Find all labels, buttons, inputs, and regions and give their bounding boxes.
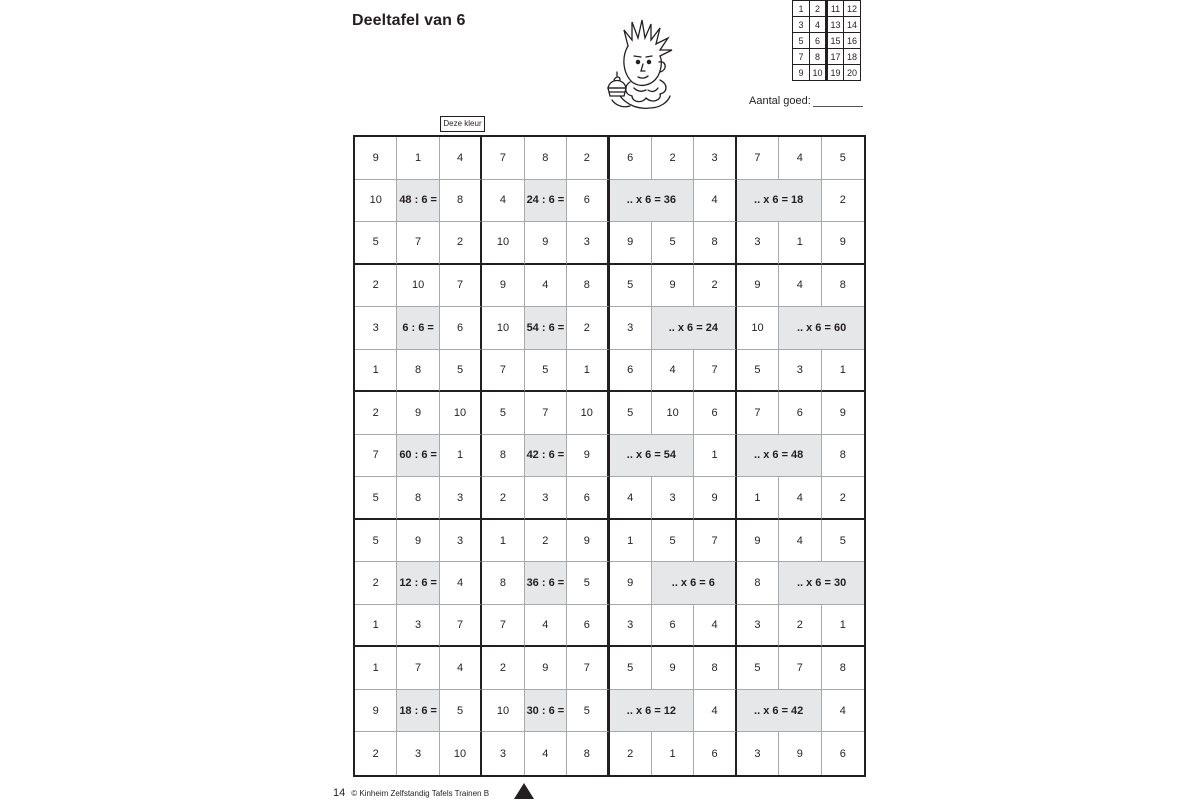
equation-cell[interactable]: 36 : 6 = <box>525 562 567 605</box>
equation-cell[interactable]: .. x 6 = 24 <box>652 307 737 350</box>
number-cell[interactable]: 10 <box>397 265 439 308</box>
number-cell[interactable]: 8 <box>567 265 609 308</box>
number-cell[interactable]: 5 <box>652 520 694 563</box>
number-cell[interactable]: 3 <box>610 605 652 648</box>
number-cell[interactable]: 9 <box>822 392 864 435</box>
number-cell[interactable]: 2 <box>694 265 736 308</box>
number-cell[interactable]: 6 <box>567 605 609 648</box>
number-cell[interactable]: 5 <box>355 520 397 563</box>
score-cell[interactable]: 5 <box>793 33 810 49</box>
number-cell[interactable]: 2 <box>779 605 821 648</box>
number-cell[interactable]: 10 <box>482 690 524 733</box>
page-title: Deeltafel van 6 <box>352 12 466 29</box>
equation-cell[interactable]: 48 : 6 = <box>397 180 439 223</box>
number-cell[interactable]: 7 <box>397 222 439 265</box>
number-cell[interactable]: 2 <box>440 222 482 265</box>
score-table <box>792 0 861 81</box>
number-cell[interactable]: 6 <box>652 605 694 648</box>
number-cell[interactable]: 3 <box>567 222 609 265</box>
number-cell[interactable]: 5 <box>822 520 864 563</box>
number-cell[interactable]: 3 <box>779 350 821 393</box>
equation-cell[interactable]: 30 : 6 = <box>525 690 567 733</box>
number-cell[interactable]: 7 <box>440 605 482 648</box>
number-cell[interactable]: 8 <box>567 732 609 775</box>
number-cell[interactable]: 8 <box>440 180 482 223</box>
number-cell[interactable]: 6 <box>610 350 652 393</box>
number-cell[interactable]: 9 <box>737 520 779 563</box>
puzzle-grid <box>353 135 866 777</box>
number-cell[interactable]: 1 <box>440 435 482 478</box>
number-cell[interactable]: 2 <box>567 137 609 180</box>
number-cell[interactable]: 7 <box>482 137 524 180</box>
equation-cell[interactable]: .. x 6 = 18 <box>737 180 822 223</box>
number-cell[interactable]: 9 <box>567 435 609 478</box>
number-cell[interactable]: 8 <box>822 435 864 478</box>
number-cell[interactable]: 8 <box>822 647 864 690</box>
number-cell[interactable]: 1 <box>355 350 397 393</box>
number-cell[interactable]: 9 <box>567 520 609 563</box>
score-cell[interactable]: 4 <box>810 17 827 33</box>
number-cell[interactable]: 6 <box>440 307 482 350</box>
score-cell[interactable]: 12 <box>844 1 861 17</box>
number-cell[interactable]: 1 <box>694 435 736 478</box>
number-cell[interactable]: 5 <box>652 222 694 265</box>
score-row <box>793 33 861 49</box>
number-cell[interactable]: 7 <box>737 392 779 435</box>
number-cell[interactable]: 8 <box>397 350 439 393</box>
score-cell[interactable]: 16 <box>844 33 861 49</box>
score-cell[interactable]: 8 <box>810 49 827 65</box>
number-cell[interactable]: 6 <box>839 747 846 760</box>
number-cell[interactable]: 6 <box>567 477 609 520</box>
number-cell[interactable]: 3 <box>397 732 439 775</box>
number-cell[interactable]: 4 <box>779 477 821 520</box>
number-cell[interactable]: 2 <box>355 265 397 308</box>
number-cell[interactable]: 5 <box>610 265 652 308</box>
number-cell[interactable]: 3 <box>440 477 482 520</box>
score-cell[interactable]: 14 <box>844 17 861 33</box>
number-cell[interactable]: 1 <box>482 520 524 563</box>
number-cell[interactable]: 4 <box>652 350 694 393</box>
score-cell[interactable]: 10 <box>810 65 827 81</box>
number-cell[interactable]: 1 <box>610 520 652 563</box>
page-footer <box>333 787 489 799</box>
number-cell[interactable]: 8 <box>737 562 779 605</box>
score-row <box>793 17 861 33</box>
number-cell[interactable]: 9 <box>822 222 864 265</box>
number-cell[interactable]: 4 <box>482 180 524 223</box>
number-cell[interactable]: 9 <box>737 265 779 308</box>
number-cell[interactable]: 1 <box>822 350 864 393</box>
number-cell[interactable]: 1 <box>355 605 397 648</box>
equation-cell[interactable]: .. x 6 = 36 <box>610 180 695 223</box>
equation-cell[interactable]: 24 : 6 = <box>525 180 567 223</box>
number-cell[interactable]: 7 <box>737 137 779 180</box>
equation-cell[interactable]: .. x 6 = 12 <box>610 690 695 733</box>
score-cell[interactable]: 2 <box>810 1 827 17</box>
score-cell[interactable]: 13 <box>827 17 844 33</box>
number-cell[interactable]: 10 <box>482 307 524 350</box>
number-cell[interactable]: 10 <box>482 222 524 265</box>
number-cell[interactable]: 6 <box>610 137 652 180</box>
score-cell[interactable]: 3 <box>793 17 810 33</box>
number-cell[interactable]: 7 <box>355 435 397 478</box>
number-cell[interactable]: 5 <box>737 647 779 690</box>
equation-cell[interactable]: 42 : 6 = <box>525 435 567 478</box>
score-field <box>749 95 863 107</box>
number-cell[interactable]: 2 <box>482 477 524 520</box>
number-cell[interactable]: 3 <box>610 307 652 350</box>
number-cell[interactable]: 8 <box>397 477 439 520</box>
number-cell[interactable]: 5 <box>737 350 779 393</box>
equation-cell[interactable]: .. x 6 = 60 <box>779 307 864 350</box>
number-cell[interactable]: 6 <box>694 732 736 775</box>
number-cell[interactable]: 9 <box>482 265 524 308</box>
number-cell[interactable]: 2 <box>355 562 397 605</box>
number-cell[interactable]: 2 <box>822 477 864 520</box>
number-cell[interactable]: 3 <box>737 732 779 775</box>
number-cell[interactable]: 2 <box>355 392 397 435</box>
color-legend-box[interactable]: Deze kleur <box>440 116 485 132</box>
number-cell[interactable]: 1 <box>779 222 821 265</box>
number-cell[interactable]: 4 <box>440 562 482 605</box>
score-cell[interactable]: 11 <box>827 1 844 17</box>
number-cell[interactable]: 3 <box>482 732 524 775</box>
number-cell[interactable]: 5 <box>525 350 567 393</box>
number-cell[interactable]: 8 <box>482 562 524 605</box>
number-cell[interactable]: 4 <box>694 180 736 223</box>
number-cell[interactable]: 4 <box>525 732 567 775</box>
number-cell[interactable]: 3 <box>694 137 736 180</box>
number-cell[interactable]: 1 <box>355 647 397 690</box>
equation-cell[interactable]: .. x 6 = 42 <box>737 690 822 733</box>
score-cell[interactable]: 9 <box>793 65 810 81</box>
number-cell[interactable]: 7 <box>694 520 736 563</box>
number-cell[interactable]: 1 <box>822 605 864 648</box>
copyright-text: © Kinheim Zelfstandig Tafels Trainen B <box>351 789 490 798</box>
score-cell[interactable]: 17 <box>827 49 844 65</box>
score-cell[interactable]: 18 <box>844 49 861 65</box>
score-row <box>793 49 861 65</box>
number-cell[interactable]: 4 <box>779 265 821 308</box>
number-cell[interactable]: 5 <box>440 350 482 393</box>
number-cell[interactable]: 9 <box>397 520 439 563</box>
score-cell[interactable]: 1 <box>793 1 810 17</box>
page-number: 14 <box>333 787 346 799</box>
number-cell[interactable]: 6 <box>694 392 736 435</box>
number-cell[interactable]: 3 <box>355 307 397 350</box>
number-cell[interactable]: 8 <box>694 222 736 265</box>
number-cell[interactable]: 3 <box>737 222 779 265</box>
number-cell[interactable]: 9 <box>525 222 567 265</box>
number-cell[interactable]: 5 <box>610 392 652 435</box>
number-cell[interactable]: 7 <box>397 647 439 690</box>
number-cell[interactable]: 6 <box>567 180 609 223</box>
equation-cell[interactable]: .. x 6 = 54 <box>610 435 695 478</box>
number-cell[interactable]: 9 <box>397 392 439 435</box>
number-cell[interactable]: 9 <box>355 137 397 180</box>
number-cell[interactable]: 1 <box>567 350 609 393</box>
number-cell[interactable]: 2 <box>355 732 397 775</box>
number-cell[interactable]: 7 <box>779 647 821 690</box>
score-cell[interactable]: 7 <box>793 49 810 65</box>
number-cell[interactable]: 10 <box>652 392 694 435</box>
number-cell[interactable]: 7 <box>482 605 524 648</box>
equation-cell[interactable]: 12 : 6 = <box>397 562 439 605</box>
number-cell[interactable]: 4 <box>525 605 567 648</box>
number-cell[interactable]: 5 <box>567 690 609 733</box>
equation-cell[interactable]: 18 : 6 = <box>397 690 439 733</box>
number-cell[interactable]: 9 <box>652 265 694 308</box>
number-cell[interactable]: 3 <box>737 605 779 648</box>
number-cell[interactable]: 4 <box>440 137 482 180</box>
equation-cell[interactable]: .. x 6 = 6 <box>652 562 737 605</box>
number-cell[interactable]: 5 <box>355 477 397 520</box>
number-cell[interactable]: 2 <box>482 647 524 690</box>
number-cell[interactable]: 2 <box>652 137 694 180</box>
number-cell[interactable]: 10 <box>567 392 609 435</box>
number-cell[interactable]: 9 <box>779 732 821 775</box>
equation-cell[interactable]: .. x 6 = 30 <box>779 562 864 605</box>
number-cell[interactable]: 7 <box>440 265 482 308</box>
number-cell[interactable]: 4 <box>694 605 736 648</box>
score-row <box>793 1 861 17</box>
number-cell[interactable]: 1 <box>652 732 694 775</box>
equation-cell[interactable]: 60 : 6 = <box>397 435 439 478</box>
number-cell[interactable]: 8 <box>694 647 736 690</box>
number-cell[interactable]: 3 <box>652 477 694 520</box>
number-cell[interactable]: 4 <box>525 265 567 308</box>
number-cell[interactable]: 10 <box>440 392 482 435</box>
number-cell[interactable]: 2 <box>567 307 609 350</box>
number-cell[interactable]: 7 <box>482 350 524 393</box>
number-cell[interactable]: 9 <box>610 222 652 265</box>
number-cell[interactable]: 8 <box>525 137 567 180</box>
number-cell[interactable]: 3 <box>525 477 567 520</box>
score-label: Aantal goed: <box>749 95 811 107</box>
number-cell[interactable]: 7 <box>694 350 736 393</box>
number-cell[interactable]: 7 <box>525 392 567 435</box>
number-cell[interactable]: 2 <box>525 520 567 563</box>
number-cell[interactable]: 5 <box>822 137 864 180</box>
number-cell[interactable]: 5 <box>567 562 609 605</box>
triangle-marker-icon <box>514 783 534 799</box>
score-cell[interactable]: 20 <box>844 65 861 81</box>
boy-illustration <box>588 16 696 126</box>
number-cell[interactable]: 4 <box>779 520 821 563</box>
number-cell[interactable]: 1 <box>397 137 439 180</box>
number-cell[interactable]: 4 <box>610 477 652 520</box>
score-cell[interactable]: 15 <box>827 33 844 49</box>
number-cell[interactable]: 2 <box>822 180 864 223</box>
number-cell[interactable]: 9 <box>355 690 397 733</box>
number-cell[interactable]: 3 <box>397 605 439 648</box>
number-cell[interactable]: 9 <box>694 477 736 520</box>
score-row <box>793 65 861 81</box>
number-cell[interactable]: 5 <box>355 222 397 265</box>
number-cell[interactable]: 4 <box>822 690 864 733</box>
number-cell[interactable]: 8 <box>482 435 524 478</box>
score-cell[interactable]: 6 <box>810 33 827 49</box>
number-cell[interactable]: 5 <box>440 690 482 733</box>
number-cell[interactable]: 4 <box>779 137 821 180</box>
number-cell[interactable]: 9 <box>525 647 567 690</box>
number-cell[interactable]: 2 <box>610 732 652 775</box>
number-cell[interactable]: 6 <box>779 392 821 435</box>
number-cell[interactable]: 9 <box>610 562 652 605</box>
number-cell[interactable]: 10 <box>355 180 397 223</box>
number-cell[interactable]: 3 <box>440 520 482 563</box>
number-cell[interactable]: 9 <box>652 647 694 690</box>
number-cell[interactable]: 8 <box>822 265 864 308</box>
number-cell[interactable]: 4 <box>440 647 482 690</box>
number-cell[interactable]: 5 <box>610 647 652 690</box>
score-cell[interactable]: 19 <box>827 65 844 81</box>
equation-cell[interactable]: .. x 6 = 48 <box>737 435 822 478</box>
number-cell[interactable]: 10 <box>440 732 482 775</box>
equation-cell[interactable]: 6 : 6 = <box>397 307 439 350</box>
number-cell[interactable]: 5 <box>482 392 524 435</box>
score-answer-line[interactable] <box>813 95 863 107</box>
equation-cell[interactable]: 54 : 6 = <box>525 307 567 350</box>
number-cell[interactable]: 4 <box>694 690 736 733</box>
number-cell[interactable]: 7 <box>567 647 609 690</box>
number-cell[interactable]: 10 <box>737 307 779 350</box>
number-cell[interactable]: 1 <box>737 477 779 520</box>
